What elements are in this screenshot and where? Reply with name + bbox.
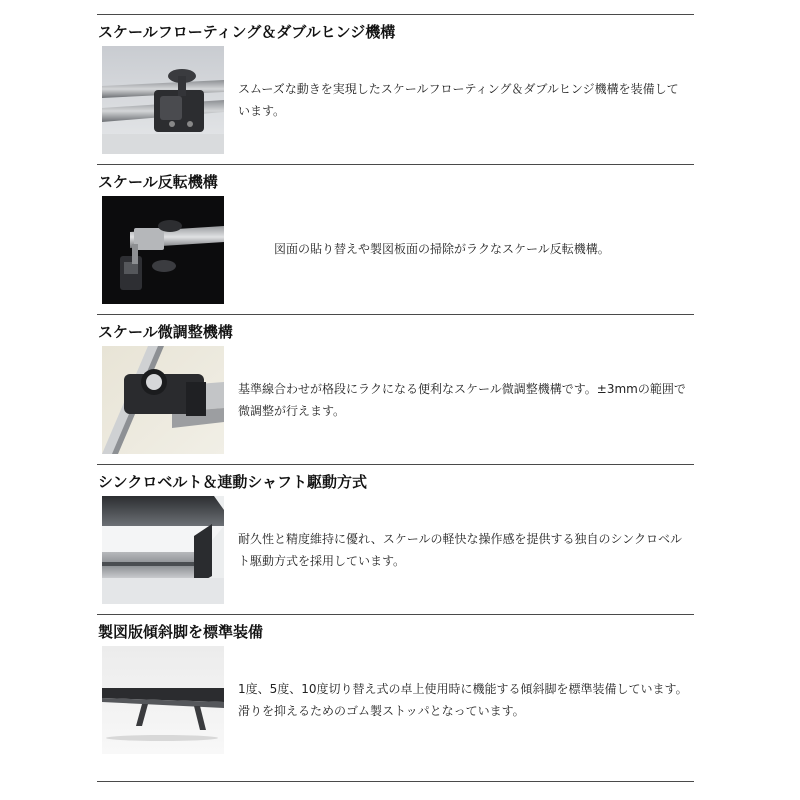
section-divider [97,14,694,15]
section-heading: スケールフローティング＆ダブルヒンジ機構 [98,23,396,41]
section-description: 1度、5度、10度切り替え式の卓上使用時に機能する傾斜脚を標準装備しています。滑りを抑えるためのゴム製ストッパとなっています。 [238,682,688,718]
section-divider [97,314,694,315]
section-heading: スケール微調整機構 [98,323,233,341]
tilt-leg-photo [102,646,224,754]
synchro-belt-photo [102,496,224,604]
section-heading: スケール反転機構 [98,173,218,191]
section-description: 耐久性と精度維持に優れ、スケールの軽快な操作感を提供する独自のシンクロベルト駆動方式を採用しています。 [238,532,682,568]
scale-fine-adjust-photo [102,346,224,454]
section-description: スムーズな動きを実現したスケールフローティング＆ダブルヒンジ機構を装備しています。 [238,82,679,118]
section-heading: 製図版傾斜脚を標準装備 [98,623,264,641]
section-divider [97,614,694,615]
section-heading: シンクロベルト＆連動シャフト駆動方式 [98,473,368,491]
section-divider [97,464,694,465]
section-divider [97,164,694,165]
section-divider [97,781,694,782]
scale-reverse-photo [102,196,224,304]
scale-floating-hinge-photo [102,46,224,154]
section-description: 図面の貼り替えや製図板面の掃除がラクなスケール反転機構。 [274,242,610,256]
feature-list [97,0,694,800]
section-description: 基準線合わせが格段にラクになる便利なスケール微調整機構です。±3mmの範囲で微調整が行えます。 [238,382,686,418]
